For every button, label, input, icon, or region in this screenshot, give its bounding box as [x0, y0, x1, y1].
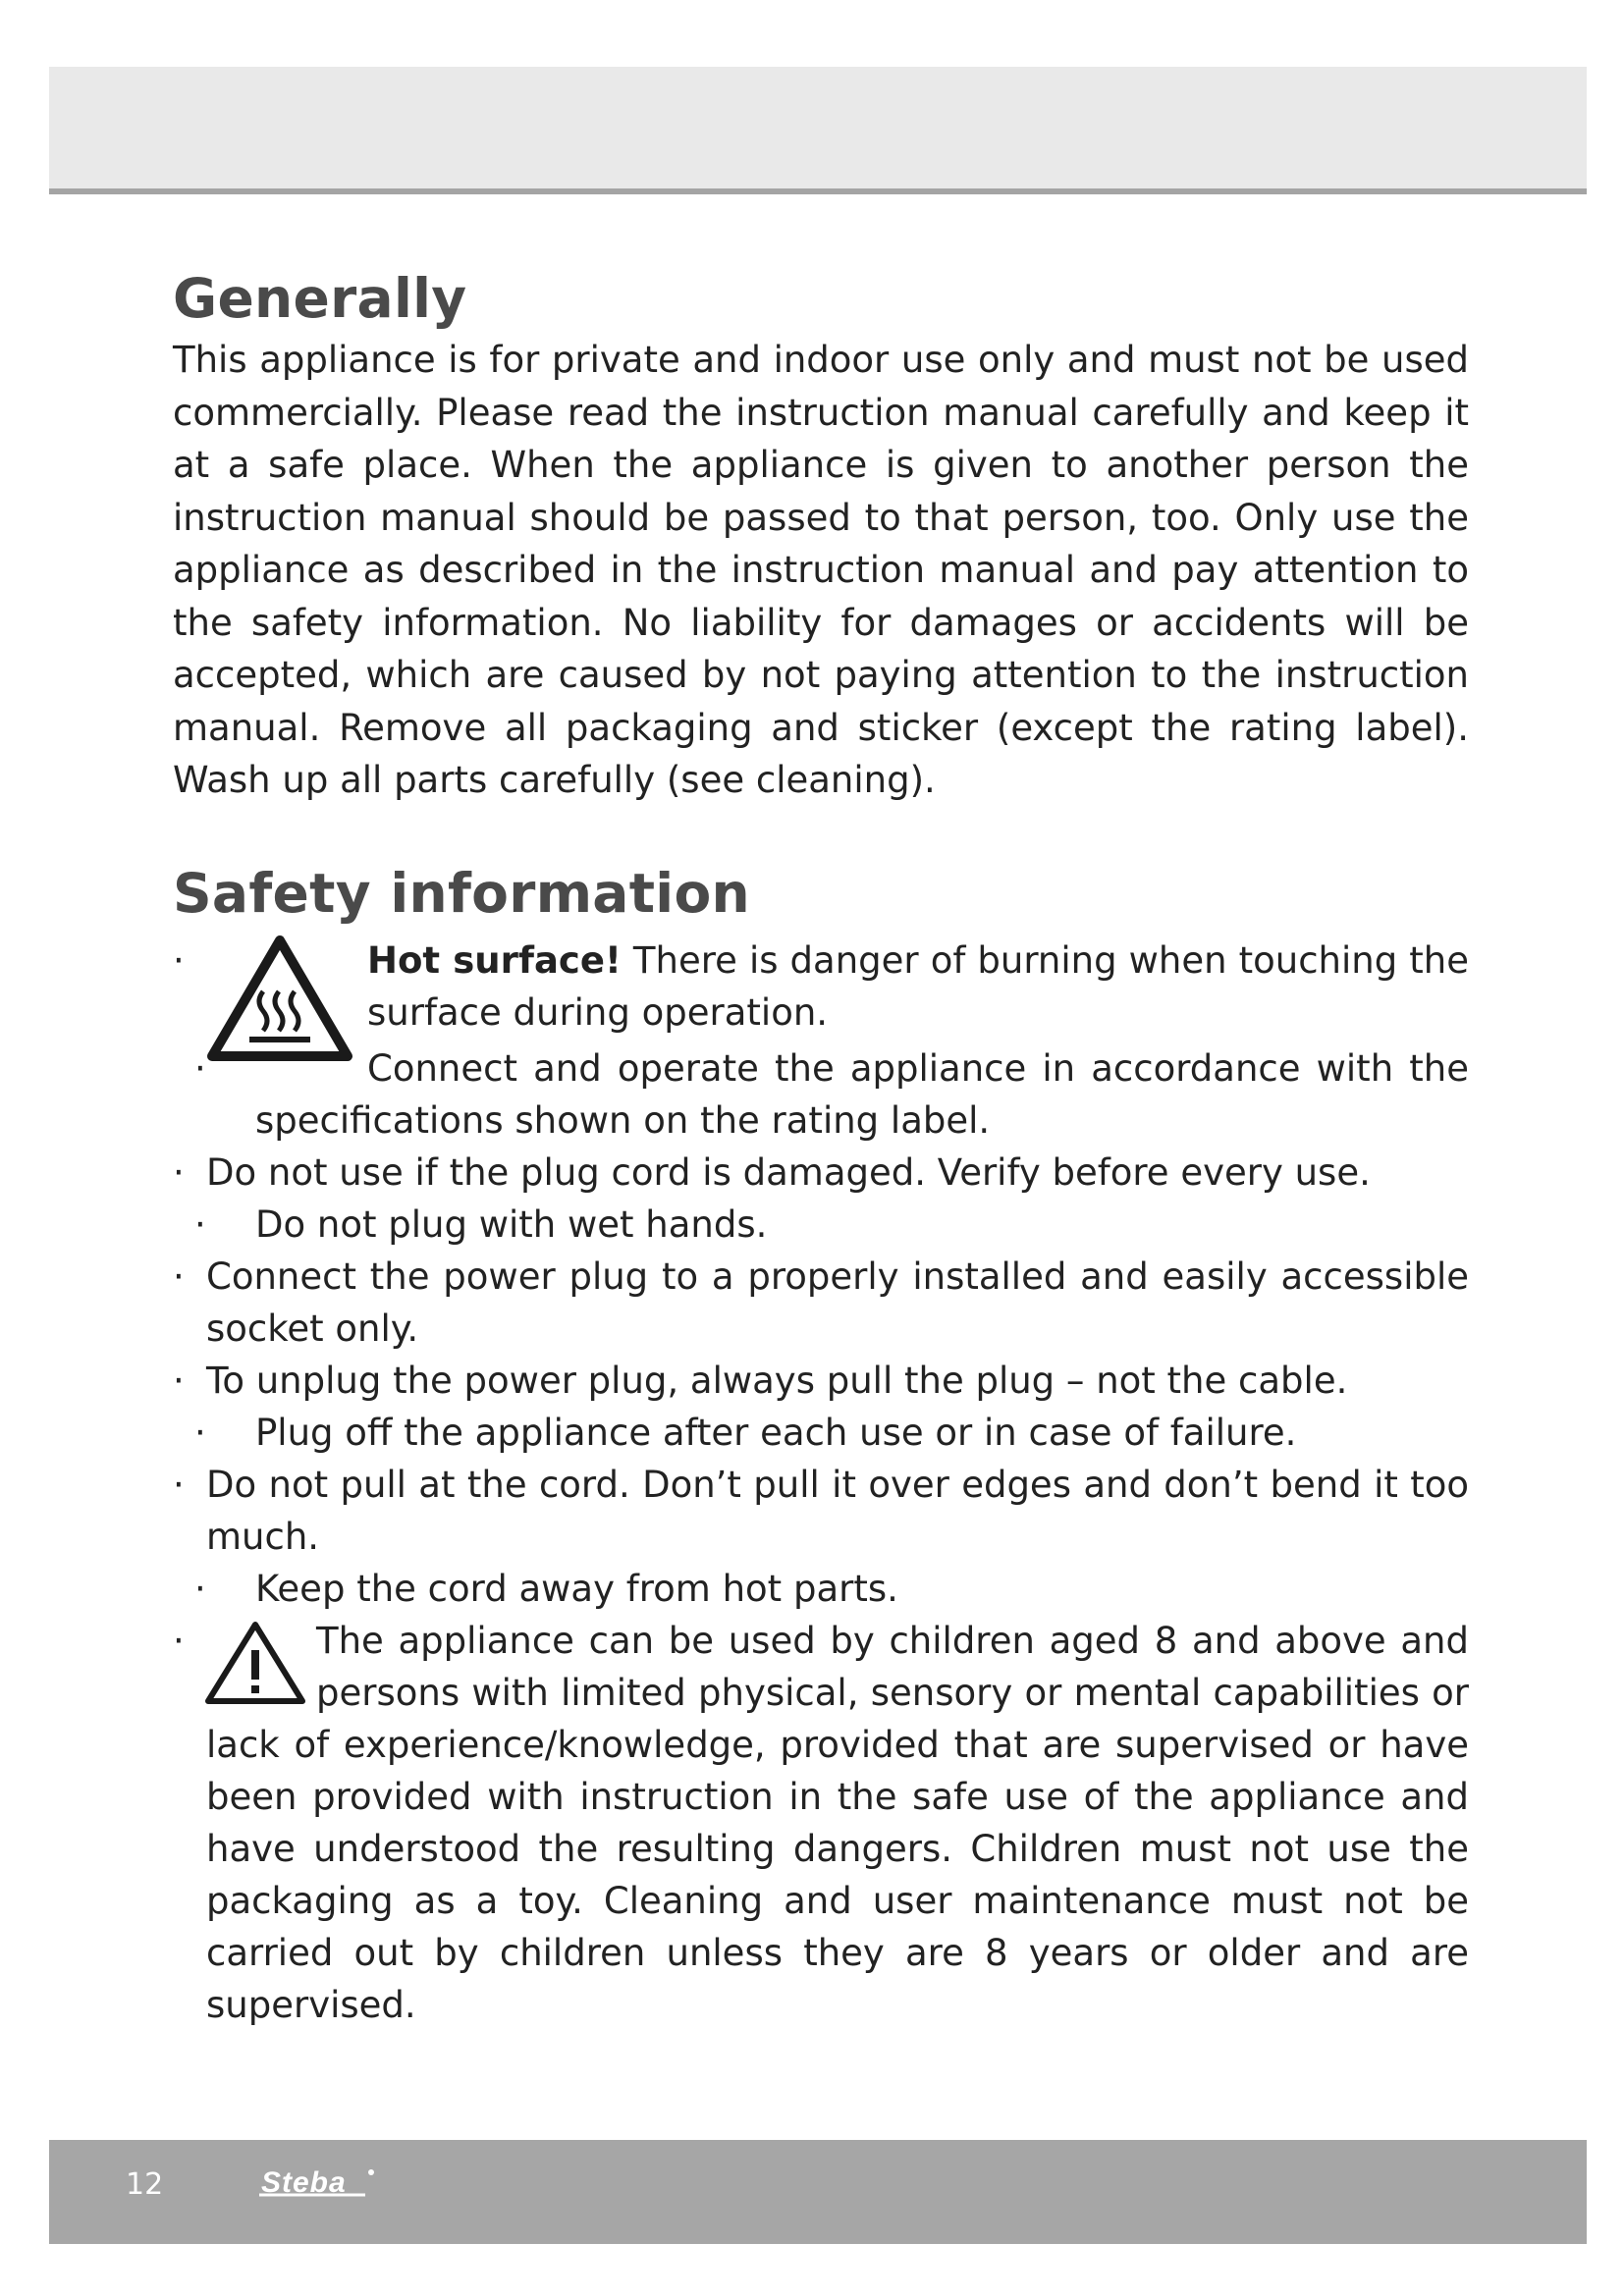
generally-paragraph: This appliance is for private and indoor use only and must not be used commercially. Please read the instruction manual carefully and keep it at a safe place. When the appliance is given to another person the instruction manual should be passed to that person, too. Only use the appliance as described in the instruction manual and pay attention to the safety information. No liability for damages or accidents will be accepted, which are caused by not paying attention to the instruction manual. Remove all packaging and sticker (except the rating label). Wash up all parts carefully (see cleaning).: [173, 339, 1469, 801]
safety-item-text: To unplug the power plug, always pull the plug – not the cable.: [206, 1359, 1348, 1402]
bullet: ·: [194, 1411, 206, 1454]
safety-item: [173, 1042, 1469, 1147]
bullet: ·: [194, 1202, 206, 1246]
safety-item: [173, 1355, 1469, 1407]
bullet: ·: [173, 1359, 185, 1402]
safety-item-text: Do not use if the plug cord is damaged. Verify before every use.: [206, 1150, 1371, 1194]
safety-item-hot-surface: [173, 934, 1469, 1042]
steba-logo: [257, 2163, 414, 2214]
safety-item-text: Connect and operate the appliance in accordance with the specifications shown on the rating label.: [255, 1046, 1469, 1142]
bullet: ·: [173, 1463, 185, 1506]
page-number: 12: [126, 2167, 164, 2202]
safety-item-text: Connect the power plug to a properly installed and easily accessible socket only.: [206, 1255, 1469, 1350]
header-band: [49, 67, 1587, 194]
section-title-generally: Generally: [173, 267, 467, 330]
page-content: [173, 263, 1469, 2031]
svg-text:Steba: Steba: [261, 2166, 347, 2199]
safety-item-text: Do not plug with wet hands.: [255, 1202, 768, 1246]
bullet: ·: [173, 1619, 185, 1662]
section-title-safety: Safety information: [173, 861, 751, 925]
safety-item: [173, 1563, 1469, 1615]
safety-item-text: Keep the cord away from hot parts.: [255, 1567, 898, 1610]
safety-item: [173, 1459, 1469, 1563]
safety-item-text: Plug off the appliance after each use or in case of failure.: [255, 1411, 1297, 1454]
safety-item: [173, 1147, 1469, 1199]
bullet: ·: [194, 1567, 206, 1610]
bullet: ·: [173, 1150, 185, 1194]
hot-surface-text: There is danger of burning when touching the surface during operation.: [367, 938, 1470, 1034]
safety-item: [173, 1199, 1469, 1251]
bullet: ·: [173, 938, 185, 982]
safety-list: [173, 934, 1469, 2031]
bullet: ·: [173, 1255, 185, 1298]
safety-item-text: Do not pull at the cord. Don’t pull it over edges and don’t bend it too much.: [206, 1463, 1469, 1558]
hot-surface-label: Hot surface!: [367, 938, 622, 982]
safety-item: [173, 1251, 1469, 1355]
safety-item-children: [173, 1615, 1469, 2031]
children-warning-text: The appliance can be used by children aged 8 and above and persons with limited physical, sensory or mental capabilities or lack of experience/knowledge, provided that are supervised or have been provided with instruction in the safe use of the appliance and have understood the resulting dangers. Children must not use the packaging as a toy. Cleaning and user maintenance must not be carried out by children unless they are 8 years or older and are supervised.: [206, 1619, 1469, 2026]
warning-triangle-icon: [202, 1619, 308, 1709]
bullet: ·: [194, 1046, 206, 1090]
safety-item: [173, 1407, 1469, 1459]
